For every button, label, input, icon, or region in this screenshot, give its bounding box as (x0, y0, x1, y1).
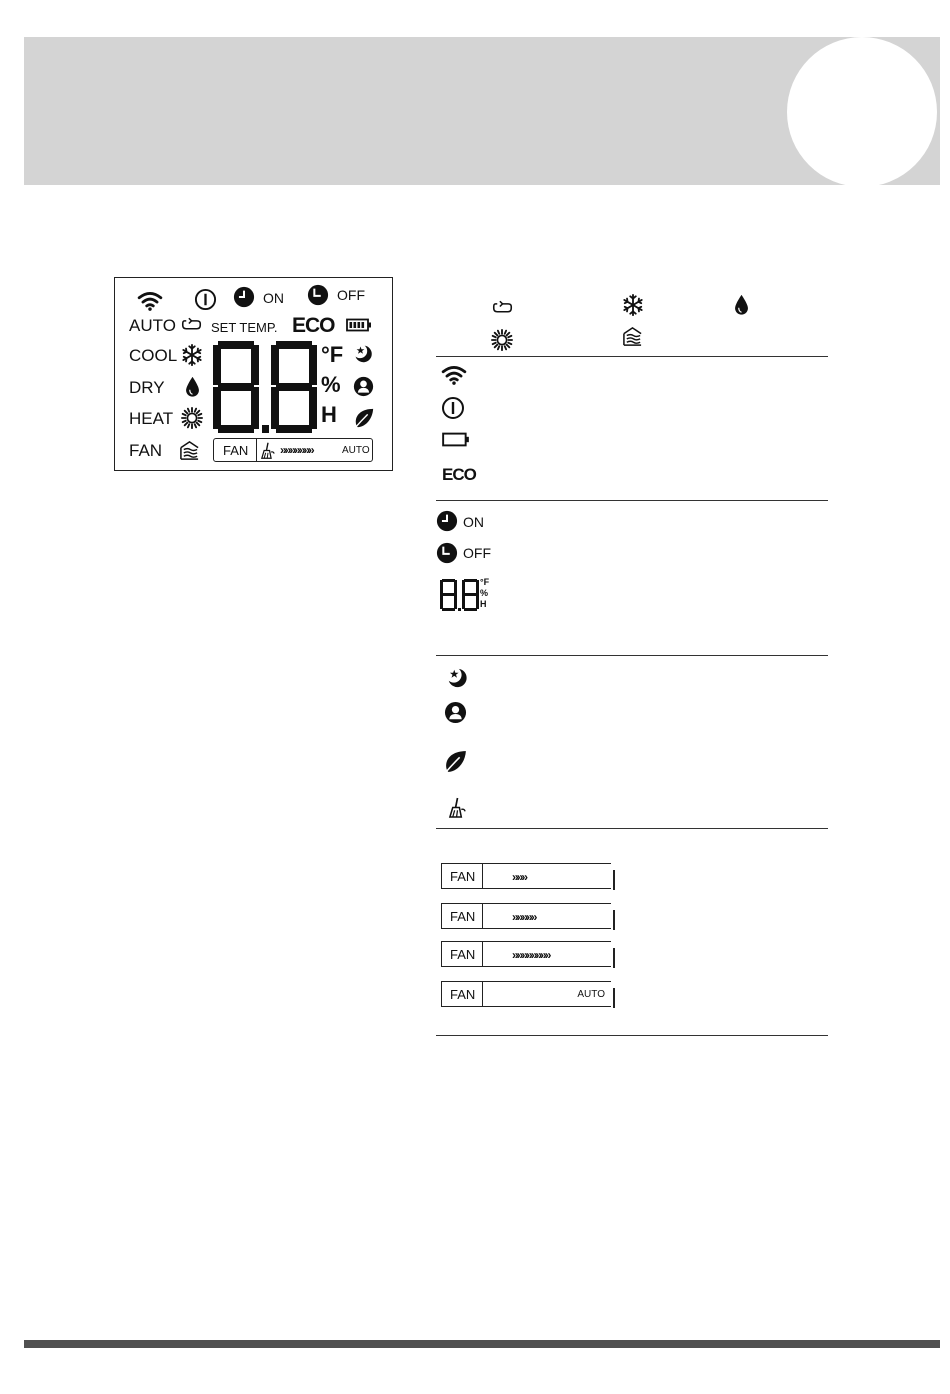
fan-speed-auto (441, 981, 611, 1007)
fan-speed-medium (441, 903, 611, 929)
timer-on-clock-icon (233, 286, 255, 308)
timer-off-label: OFF (463, 545, 491, 561)
fan-divider (482, 904, 483, 928)
small-degree-f-unit: °F (480, 577, 490, 587)
timer-off-label: OFF (337, 287, 365, 303)
timer-on-label: ON (463, 514, 484, 530)
cycle-icon (492, 299, 513, 314)
fan-divider (482, 942, 483, 966)
eco-label: ECO (442, 465, 476, 484)
small-hour-unit: H (480, 599, 487, 609)
lcd-display-panel (114, 277, 393, 471)
leaf-icon (443, 749, 468, 774)
fanbar-label: FAN (223, 443, 249, 458)
moon-star-icon (446, 667, 468, 689)
fan-speed-label: FAN (450, 909, 476, 924)
fan-speed-label: FAN (450, 947, 476, 962)
set-temp-label: SET TEMP. (211, 320, 278, 335)
drop-icon (734, 294, 749, 316)
timer-on-clock-icon (436, 510, 458, 532)
small-temperature-digits (440, 579, 480, 611)
person-icon (353, 376, 374, 397)
small-percent-unit: % (480, 588, 489, 598)
person-icon (444, 701, 467, 724)
mode-dry-label: DRY (129, 378, 165, 397)
timer-off-clock-icon (307, 284, 329, 306)
wifi-icon (137, 290, 163, 312)
fan-divider (482, 982, 483, 1006)
snowflake-icon (622, 294, 644, 316)
fanbar-chevrons: »»»»»»» (280, 443, 313, 457)
sun-icon (181, 407, 203, 429)
fan-auto-label: AUTO (577, 989, 605, 1000)
fanbar-divider (256, 439, 257, 461)
fan-speed-bar (213, 438, 373, 462)
snowflake-icon (181, 344, 203, 366)
battery-icon (346, 318, 372, 332)
divider-line (436, 828, 828, 829)
fan-speed-low (441, 863, 611, 889)
divider-line (436, 1035, 828, 1036)
eco-label: ECO (292, 314, 335, 337)
divider-line (436, 500, 828, 501)
cycle-icon (181, 316, 202, 331)
timer-off-clock-icon (436, 542, 458, 564)
mode-heat-label: HEAT (129, 409, 174, 428)
moon-star-icon (353, 344, 373, 364)
footer-bar (24, 1340, 940, 1348)
hour-unit: H (321, 402, 337, 427)
sun-icon (491, 329, 513, 351)
mode-fan-label: FAN (129, 441, 163, 460)
fan-chevrons: »»»»» (512, 910, 536, 924)
header-circle (787, 37, 937, 187)
mode-cool-label: COOL (129, 346, 178, 365)
power-icon (441, 396, 465, 420)
fan-speed-high (441, 941, 611, 967)
divider-line (436, 655, 828, 656)
fan-speed-label: FAN (450, 987, 476, 1002)
drop-icon (185, 376, 200, 398)
brush-icon (260, 442, 276, 459)
wifi-icon (441, 364, 467, 386)
fanbar-auto: AUTO (342, 445, 370, 456)
temperature-digits (213, 341, 319, 433)
fan-chevrons: »»»»»»»» (512, 948, 550, 962)
leaf-icon (353, 407, 375, 429)
timer-on-label: ON (263, 290, 284, 306)
mode-auto-label: AUTO (129, 316, 176, 335)
fan-chevrons: »»» (512, 870, 527, 884)
degree-f-unit: °F (321, 342, 344, 367)
power-icon (194, 288, 217, 311)
brush-icon (448, 797, 467, 818)
fan-waves-icon (179, 440, 200, 461)
battery-icon (442, 432, 470, 447)
fan-divider (482, 864, 483, 888)
percent-unit: % (321, 372, 341, 397)
divider-line (436, 356, 828, 357)
fan-speed-label: FAN (450, 869, 476, 884)
fan-waves-icon (622, 326, 643, 347)
